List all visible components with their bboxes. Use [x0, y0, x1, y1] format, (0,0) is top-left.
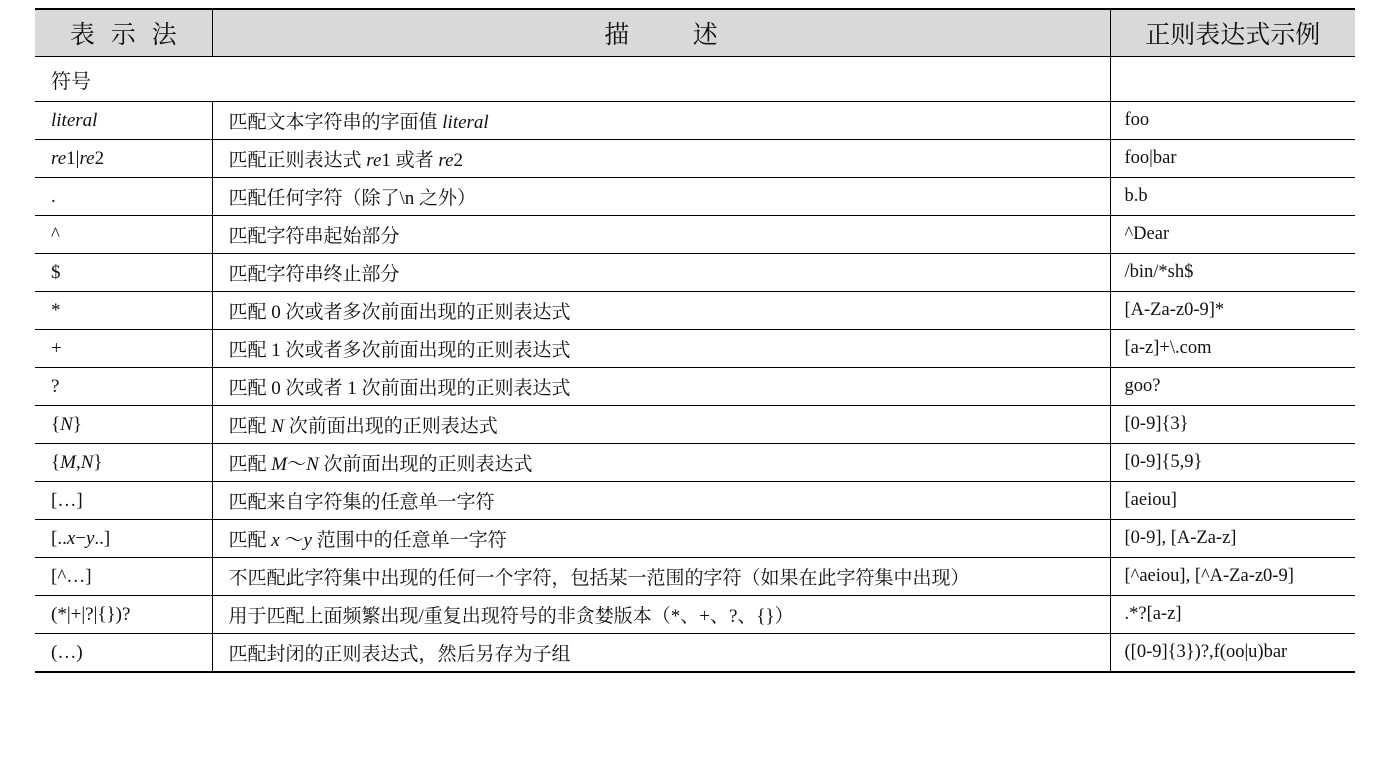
- description-cell: 不匹配此字符集中出现的任何一个字符，包括某一范围的字符（如果在此字符集中出现）: [212, 558, 1110, 596]
- header-example: 正则表达式示例: [1110, 9, 1355, 57]
- description-cell: 匹配 1 次或者多次前面出现的正则表达式: [212, 330, 1110, 368]
- notation-cell: literal: [35, 102, 212, 140]
- example-cell: /bin/*sh$: [1110, 254, 1355, 292]
- description-cell: 匹配字符串起始部分: [212, 216, 1110, 254]
- table-row: [35, 178, 1355, 216]
- regex-table: [35, 8, 1355, 673]
- example-cell: b.b: [1110, 178, 1355, 216]
- header-description: 描 述: [212, 9, 1110, 57]
- example-cell: goo?: [1110, 368, 1355, 406]
- description-cell: 匹配 x ～y 范围中的任意单一字符: [212, 520, 1110, 558]
- notation-cell: {N}: [35, 406, 212, 444]
- table-row: [35, 330, 1355, 368]
- table-body: [35, 57, 1355, 673]
- table-row: [35, 102, 1355, 140]
- notation-cell: re1|re2: [35, 140, 212, 178]
- header-row: [35, 9, 1355, 57]
- table-row: [35, 444, 1355, 482]
- regex-table-wrapper: [35, 8, 1355, 673]
- description-cell: 匹配任何字符（除了\n 之外）: [212, 178, 1110, 216]
- section-empty-cell: [1110, 57, 1355, 102]
- example-cell: ^Dear: [1110, 216, 1355, 254]
- example-cell: [^aeiou], [^A-Za-z0-9]: [1110, 558, 1355, 596]
- example-cell: [A-Za-z0-9]*: [1110, 292, 1355, 330]
- section-row: [35, 57, 1355, 102]
- notation-cell: .: [35, 178, 212, 216]
- example-cell: .*?[a-z]: [1110, 596, 1355, 634]
- table-row: [35, 406, 1355, 444]
- table-row: [35, 292, 1355, 330]
- notation-cell: [..x−y..]: [35, 520, 212, 558]
- table-row: [35, 140, 1355, 178]
- description-cell: 匹配封闭的正则表达式，然后另存为子组: [212, 634, 1110, 673]
- header-notation: 表 示 法: [35, 9, 212, 57]
- description-cell: 匹配来自字符集的任意单一字符: [212, 482, 1110, 520]
- example-cell: [a-z]+\.com: [1110, 330, 1355, 368]
- example-cell: [0-9]{5,9}: [1110, 444, 1355, 482]
- description-cell: 匹配正则表达式 re1 或者 re2: [212, 140, 1110, 178]
- table-row: [35, 216, 1355, 254]
- notation-cell: [^…]: [35, 558, 212, 596]
- notation-cell: +: [35, 330, 212, 368]
- table-row: [35, 482, 1355, 520]
- table-row: [35, 520, 1355, 558]
- notation-cell: (…): [35, 634, 212, 673]
- description-cell: 匹配字符串终止部分: [212, 254, 1110, 292]
- description-cell: 匹配 M～N 次前面出现的正则表达式: [212, 444, 1110, 482]
- notation-cell: *: [35, 292, 212, 330]
- description-cell: 用于匹配上面频繁出现/重复出现符号的非贪婪版本（*、+、?、{}）: [212, 596, 1110, 634]
- description-cell: 匹配 0 次或者 1 次前面出现的正则表达式: [212, 368, 1110, 406]
- notation-cell: (*|+|?|{})?: [35, 596, 212, 634]
- table-row: [35, 596, 1355, 634]
- section-label: 符号: [35, 57, 1110, 102]
- table-row: [35, 254, 1355, 292]
- example-cell: [0-9]{3}: [1110, 406, 1355, 444]
- notation-cell: ^: [35, 216, 212, 254]
- notation-cell: […]: [35, 482, 212, 520]
- description-cell: 匹配 N 次前面出现的正则表达式: [212, 406, 1110, 444]
- notation-cell: {M,N}: [35, 444, 212, 482]
- notation-cell: ?: [35, 368, 212, 406]
- example-cell: [aeiou]: [1110, 482, 1355, 520]
- table-row: [35, 634, 1355, 673]
- example-cell: foo|bar: [1110, 140, 1355, 178]
- notation-cell: $: [35, 254, 212, 292]
- example-cell: foo: [1110, 102, 1355, 140]
- table-row: [35, 368, 1355, 406]
- table-row: [35, 558, 1355, 596]
- example-cell: [0-9], [A-Za-z]: [1110, 520, 1355, 558]
- description-cell: 匹配文本字符串的字面值 literal: [212, 102, 1110, 140]
- description-cell: 匹配 0 次或者多次前面出现的正则表达式: [212, 292, 1110, 330]
- example-cell: ([0-9]{3})?,f(oo|u)bar: [1110, 634, 1355, 673]
